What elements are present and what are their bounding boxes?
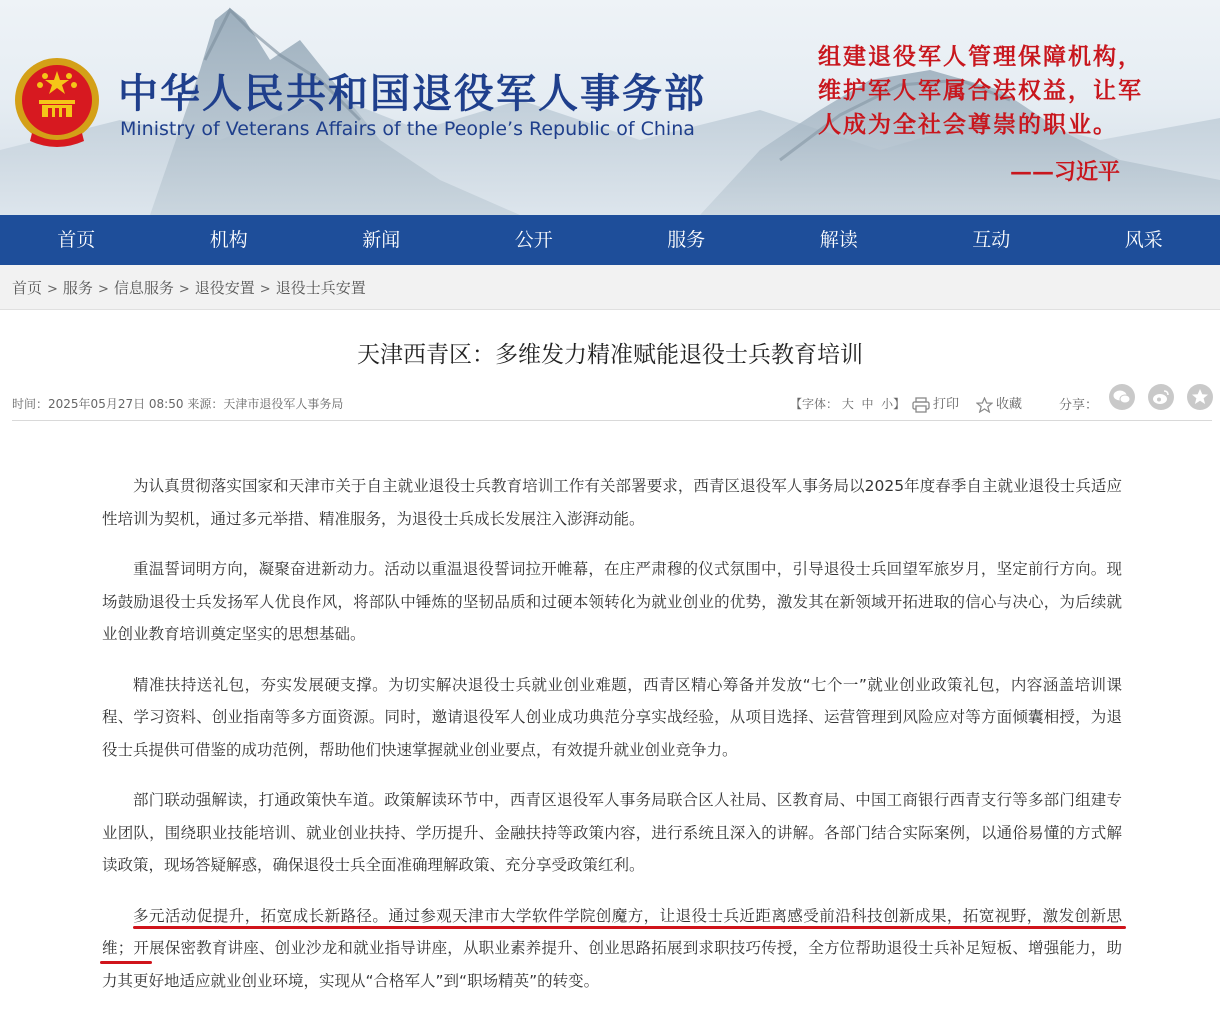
qzone-glyph xyxy=(1187,384,1213,410)
paragraph: 多元活动促提升，拓宽成长新路径。通过参观天津市大学软件学院创魔方，让退役士兵近距离感受前沿科技创新成果，拓宽视野，激发创新思维；开展保密教育讲座、创业沙龙和就业指导讲座，从职业素养提升、创业思路拓展到求职技巧传授，全方位帮助退役士兵补足短板、增强能力，助力其更好地适应就业创业环境，实现从“合格军人”到“职场精英”的转变。 xyxy=(102,900,1122,998)
national-emblem-icon xyxy=(12,55,102,150)
wechat-glyph xyxy=(1109,384,1135,410)
print-label: 打印 xyxy=(933,397,959,412)
nav-item-public[interactable]: 公开 xyxy=(458,215,611,265)
highlight-underline xyxy=(100,961,152,964)
site-title-en[interactable]: Ministry of Veterans Affairs of the People’s Republic of China xyxy=(120,118,695,140)
breadcrumb-service[interactable]: 服务 xyxy=(63,279,93,297)
quote-author: ——习近平 xyxy=(1010,155,1120,186)
main-nav xyxy=(0,215,1220,265)
font-medium-button[interactable]: 中 xyxy=(862,397,874,411)
article-meta xyxy=(12,384,1212,421)
highlight-underline xyxy=(133,926,1126,929)
breadcrumb-info-service[interactable]: 信息服务 xyxy=(114,279,174,297)
publish-time: 2025年05月27日 08:50 xyxy=(48,397,183,411)
paragraph: 重温誓词明方向，凝聚奋进新动力。活动以重温退役誓词拉开帷幕，在庄严肃穆的仪式氛围中，引导退役士兵回望军旅岁月，坚定前行方向。现场鼓励退役士兵发扬军人优良作风，将部队中锤炼的坚韧品质和过硬本领转化为就业创业的优势，激发其在新领域开拓进取的信心与决心，为后续就业创业教育培训奠定坚实的思想基础。 xyxy=(102,553,1122,651)
breadcrumb-separator: > xyxy=(179,282,190,297)
breadcrumb-resettlement[interactable]: 退役安置 xyxy=(195,279,255,297)
nav-item-news[interactable]: 新闻 xyxy=(305,215,458,265)
star-icon xyxy=(976,397,993,413)
article-content xyxy=(102,470,1122,1015)
header-banner xyxy=(0,0,1220,215)
time-label: 时间： xyxy=(12,397,48,411)
favorite-button[interactable] xyxy=(976,393,1022,413)
qzone-icon[interactable] xyxy=(1187,384,1213,410)
breadcrumb-separator: > xyxy=(98,282,109,297)
nav-item-home[interactable]: 首页 xyxy=(0,215,153,265)
nav-item-style[interactable]: 风采 xyxy=(1068,215,1220,265)
paragraph: 为认真贯彻落实国家和天津市关于自主就业退役士兵教育培训工作有关部署要求，西青区退役军人事务局以2025年度春季自主就业退役士兵适应性培训为契机，通过多元举措、精准服务，为退役士兵成长发展注入澎湃动能。 xyxy=(102,470,1122,535)
font-large-button[interactable]: 大 xyxy=(842,397,854,411)
article-title: 天津西青区：多维发力精准赋能退役士兵教育培训 xyxy=(0,336,1220,369)
paragraph: 部门联动强解读，打通政策快车道。政策解读环节中，西青区退役军人事务局联合区人社局、区教育局、中国工商银行西青支行等多部门组建专业团队，围绕职业技能培训、就业创业扶持、学历提升、金融扶持等政策内容，进行系统且深入的讲解。各部门结合实际案例，以通俗易懂的方式解读政策，现场答疑解惑，确保退役士兵全面准确理解政策、充分享受政策红利。 xyxy=(102,784,1122,882)
wechat-icon[interactable] xyxy=(1109,384,1135,410)
breadcrumb-separator: > xyxy=(260,282,271,297)
weibo-glyph xyxy=(1148,384,1174,410)
breadcrumb-separator: > xyxy=(47,282,58,297)
nav-item-organization[interactable]: 机构 xyxy=(153,215,306,265)
breadcrumb-soldier-resettlement[interactable]: 退役士兵安置 xyxy=(276,279,366,297)
share-label: 分享： xyxy=(1059,394,1098,413)
weibo-icon[interactable] xyxy=(1148,384,1174,410)
font-label: 【字体： xyxy=(790,397,838,411)
favorite-label: 收藏 xyxy=(996,397,1022,412)
paragraph: 精准扶持送礼包，夯实发展硬支撑。为切实解决退役士兵就业创业难题，西青区精心筹备并发放“七个一”就业创业政策礼包，内容涵盖培训课程、学习资料、创业指南等多方面资源。同时，邀请退役军人创业成功典范分享实战经验，从项目选择、运营管理到风险应对等方面倾囊相授，为退役士兵提供可借鉴的成功范例，帮助他们快速掌握就业创业要点，有效提升就业创业竞争力。 xyxy=(102,669,1122,767)
print-button[interactable] xyxy=(912,393,959,413)
source: 天津市退役军人事务局 xyxy=(223,397,343,411)
publish-info xyxy=(12,395,343,412)
nav-item-interpretation[interactable]: 解读 xyxy=(763,215,916,265)
source-label: 来源： xyxy=(187,397,223,411)
leader-quote: 组建退役军人管理保障机构，维护军人军属合法权益，让军人成为全社会尊崇的职业。 xyxy=(818,40,1163,142)
nav-item-interaction[interactable]: 互动 xyxy=(915,215,1068,265)
breadcrumb xyxy=(12,277,366,298)
font-small-button[interactable]: 小】 xyxy=(881,397,905,411)
font-size-control xyxy=(790,395,905,412)
site-title-cn[interactable]: 中华人民共和国退役军人事务部 xyxy=(118,62,706,119)
breadcrumb-bar xyxy=(0,265,1220,310)
printer-icon xyxy=(912,397,930,413)
nav-item-service[interactable]: 服务 xyxy=(610,215,763,265)
breadcrumb-home[interactable]: 首页 xyxy=(12,279,42,297)
